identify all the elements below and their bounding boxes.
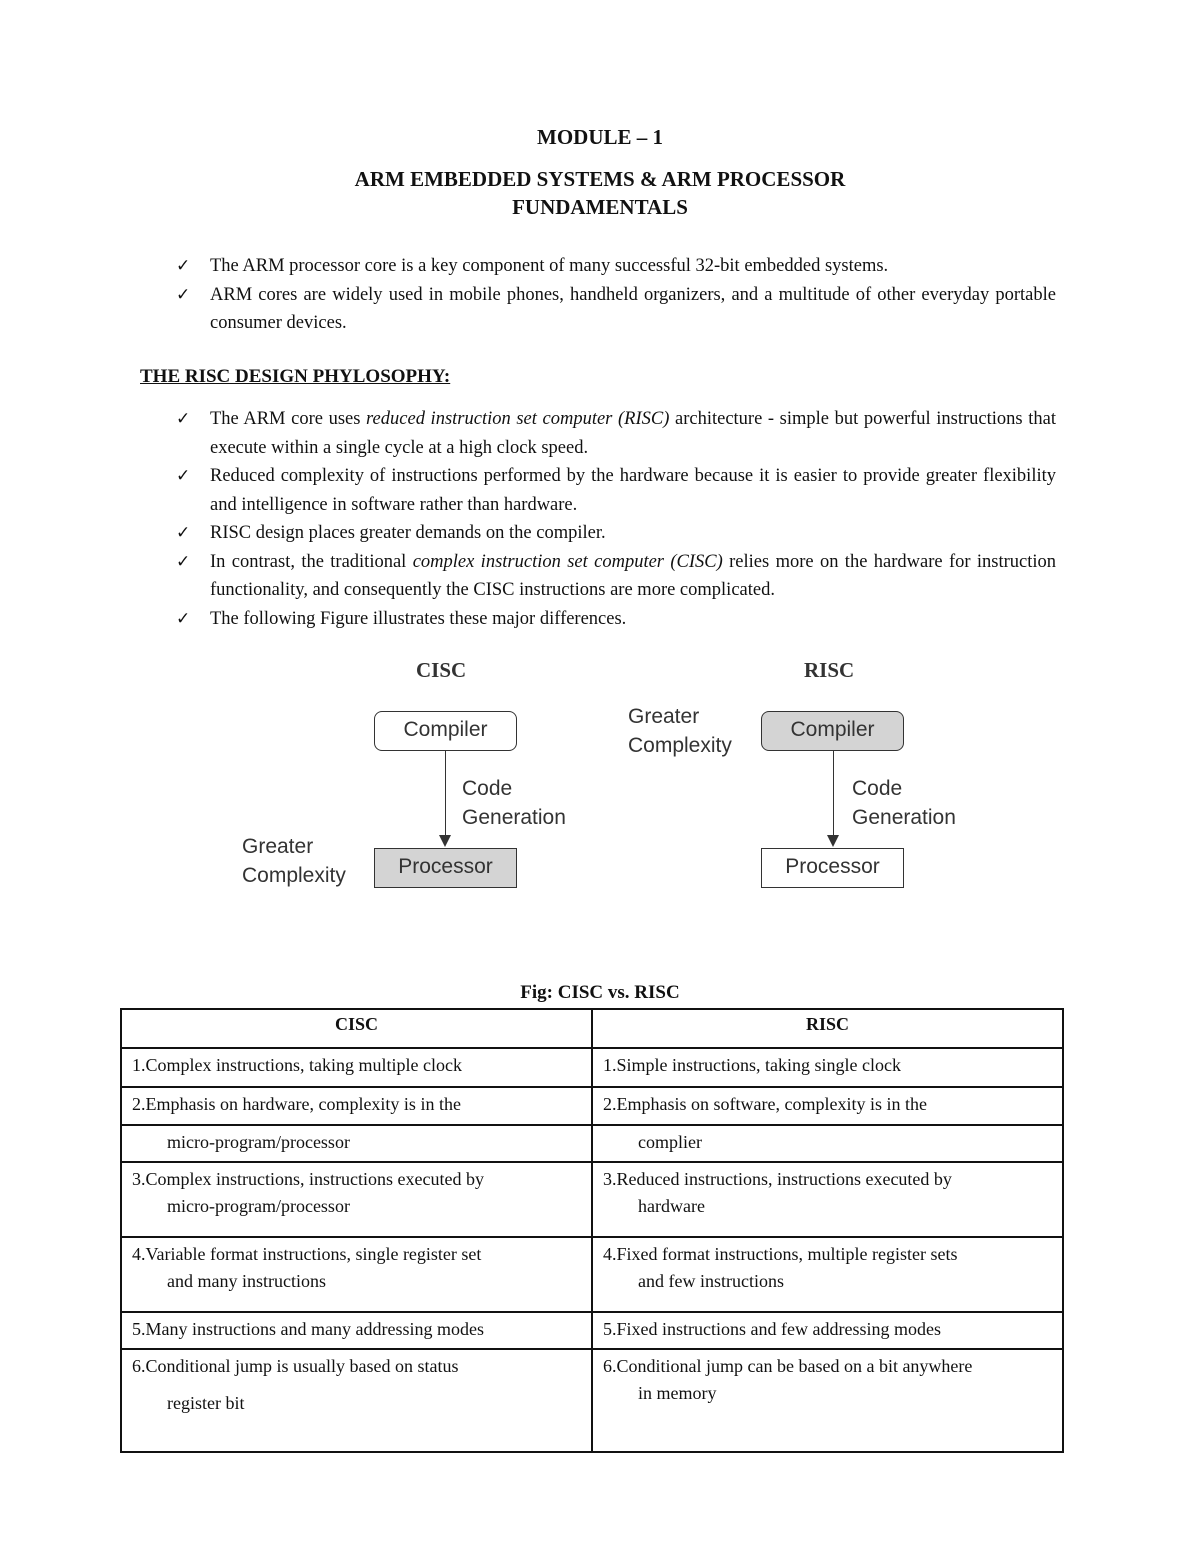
risc-cell: 1.Simple instructions, taking single clock <box>592 1048 1063 1087</box>
table-header-row <box>121 1009 1063 1048</box>
risc-compiler-box: Compiler <box>761 711 904 751</box>
document-title-line2: FUNDAMENTALS <box>512 195 688 219</box>
risc-cell: 4.Fixed format instructions, multiple register sets and few instructions <box>592 1237 1063 1312</box>
cisc-greater-complexity-label: Greater Complexity <box>242 835 346 887</box>
risc-cell: 6.Conditional jump can be based on a bit anywhere in memory <box>592 1349 1063 1452</box>
checkmark-icon: ✓ <box>176 523 191 543</box>
bullet-item: ✓ RISC design places greater demands on the compiler. <box>176 519 1056 548</box>
table-row <box>121 1312 1063 1349</box>
cisc-code-generation-label: Code Generation <box>462 777 566 829</box>
cisc-cell: 4.Variable format instructions, single register set and many instructions <box>121 1237 592 1312</box>
risc-cell: 2.Emphasis on software, complexity is in the <box>592 1087 1063 1125</box>
risc-diagram-heading: RISC <box>804 658 855 682</box>
cisc-compiler-box: Compiler <box>374 711 517 751</box>
cisc-arrow-line <box>445 751 446 837</box>
cisc-cell: micro-program/processor <box>121 1125 592 1162</box>
checkmark-icon: ✓ <box>176 608 191 629</box>
checkmark-icon: ✓ <box>176 466 191 486</box>
figure-caption: Fig: CISC vs. RISC <box>520 982 680 1003</box>
intro-bullet-list <box>176 252 1056 338</box>
cisc-cell: 5.Many instructions and many addressing modes <box>121 1312 592 1349</box>
table-row <box>121 1048 1063 1087</box>
risc-processor-box: Processor <box>761 848 904 888</box>
section-heading: THE RISC DESIGN PHYLOSOPHY: <box>140 366 451 387</box>
table-row <box>121 1237 1063 1312</box>
bullet-item: ✓ Reduced complexity of instructions performed by the hardware because it is easier to provide greater flexibility and intelligence in software rather than hardware. <box>176 462 1056 519</box>
checkmark-icon: ✓ <box>176 284 191 305</box>
cisc-cell: 1.Complex instructions, taking multiple clock <box>121 1048 592 1087</box>
cisc-diagram-heading: CISC <box>416 658 467 682</box>
risc-greater-complexity-label: Greater Complexity <box>628 705 732 757</box>
risc-cell: complier <box>592 1125 1063 1162</box>
cisc-risc-diagram <box>230 650 990 900</box>
risc-arrow-line <box>833 751 834 837</box>
cisc-cell: 6.Conditional jump is usually based on status register bit <box>121 1349 592 1452</box>
table-header-risc: RISC <box>592 1009 1063 1048</box>
risc-arrow-head <box>827 835 839 847</box>
table-row <box>121 1349 1063 1452</box>
bullet-item: ✓ ARM cores are widely used in mobile phones, handheld organizers, and a multitude of other everyday portable consumer devices. <box>176 281 1056 338</box>
cisc-cell: 2.Emphasis on hardware, complexity is in the <box>121 1087 592 1125</box>
risc-bullet-list <box>176 405 1056 633</box>
checkmark-icon: ✓ <box>176 256 191 276</box>
checkmark-icon: ✓ <box>176 409 191 429</box>
checkmark-icon: ✓ <box>176 551 191 572</box>
bullet-item: ✓ The ARM core uses reduced instruction set computer (RISC) architecture - simple but powerful instructions that execute within a single cycle at a high clock speed. <box>176 405 1056 462</box>
bullet-item: ✓ The ARM processor core is a key component of many successful 32-bit embedded systems. <box>176 252 1056 281</box>
table-row <box>121 1087 1063 1125</box>
document-title-line1: ARM EMBEDDED SYSTEMS & ARM PROCESSOR <box>354 167 846 191</box>
module-heading: MODULE – 1 <box>537 125 663 149</box>
bullet-item: ✓ The following Figure illustrates these major differences. <box>176 605 1056 634</box>
table-row <box>121 1125 1063 1162</box>
risc-code-generation-label: Code Generation <box>852 777 956 829</box>
cisc-cell: 3.Complex instructions, instructions executed by micro-program/processor <box>121 1162 592 1237</box>
table-row <box>121 1162 1063 1237</box>
bullet-item: ✓ In contrast, the traditional complex instruction set computer (CISC) relies more on the hardware for instruction functionality, and consequently the CISC instructions are more complicated. <box>176 548 1056 605</box>
risc-cell: 5.Fixed instructions and few addressing modes <box>592 1312 1063 1349</box>
cisc-vs-risc-table <box>120 1008 1064 1453</box>
cisc-processor-box: Processor <box>374 848 517 888</box>
risc-cell: 3.Reduced instructions, instructions executed by hardware <box>592 1162 1063 1237</box>
table-header-cisc: CISC <box>121 1009 592 1048</box>
cisc-arrow-head <box>439 835 451 847</box>
